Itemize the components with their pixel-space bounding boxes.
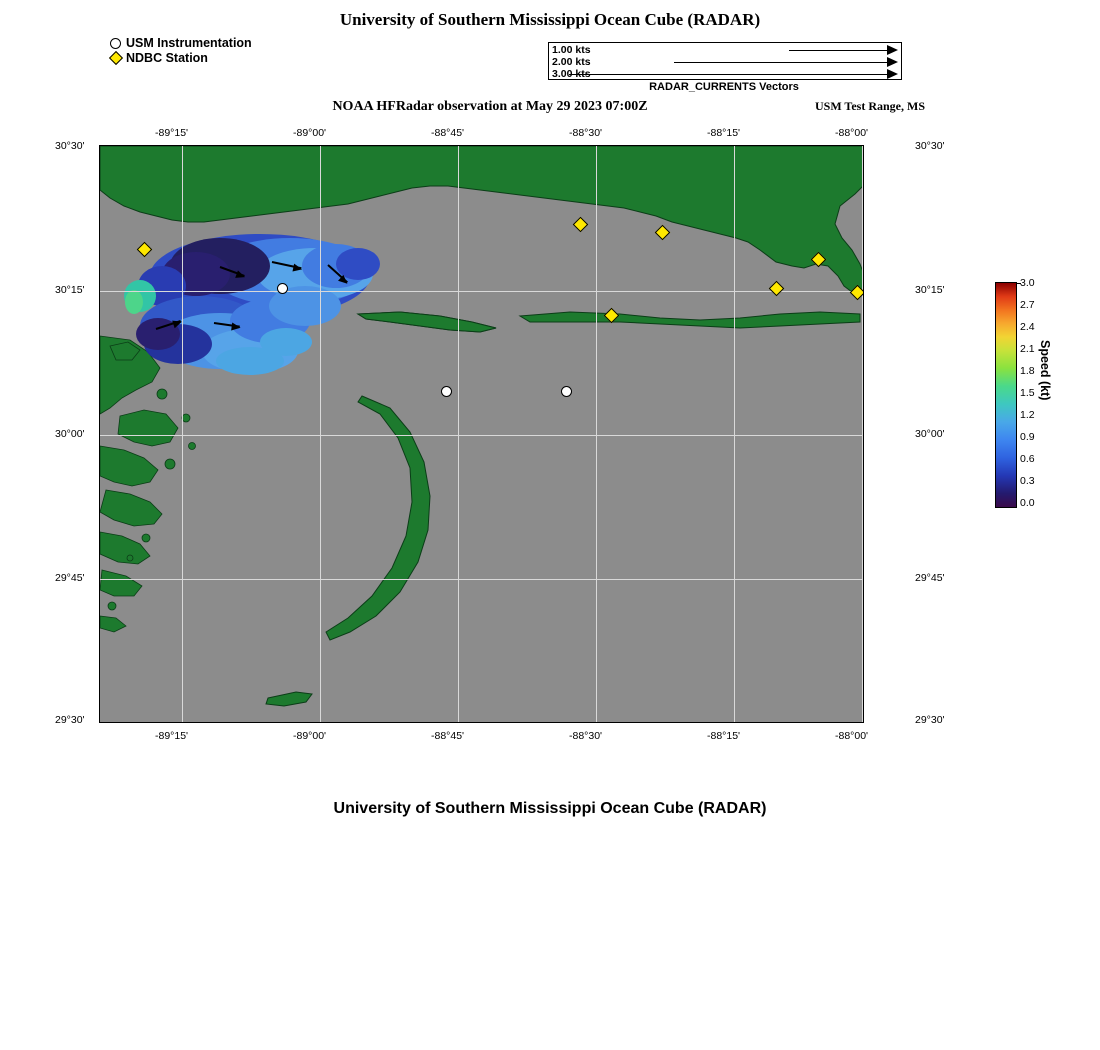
grid-line-horizontal xyxy=(100,579,863,580)
colorbar-tick-label: 1.5 xyxy=(1020,387,1035,399)
footer-title: University of Southern Mississippi Ocean Cube (RADAR) xyxy=(333,800,767,817)
grid-line-vertical xyxy=(458,146,459,722)
map-range-label: USM Test Range, MS xyxy=(814,99,925,113)
colorbar-title: Speed (kt) xyxy=(1038,340,1052,401)
grid-line-vertical xyxy=(734,146,735,722)
vector-key-label-1: 1.00 kts xyxy=(552,44,591,56)
vector-key-label-2: 2.00 kts xyxy=(552,56,591,68)
y-tick-left: 29°45' xyxy=(55,572,85,584)
y-tick-right: 29°30' xyxy=(915,714,945,726)
vector-key-row xyxy=(549,56,901,68)
ndbc-station-icon xyxy=(811,252,827,268)
ndbc-station-icon xyxy=(850,285,864,301)
usm-instrumentation-icon xyxy=(110,38,121,49)
usm-instrumentation-icon xyxy=(561,386,572,397)
ndbc-station-marker[interactable] xyxy=(606,310,617,321)
vector-key-row xyxy=(549,68,901,80)
ndbc-station-icon xyxy=(109,51,123,65)
x-tick-top: -88°00' xyxy=(835,127,869,139)
ndbc-station-icon xyxy=(604,308,620,324)
usm-instrumentation-marker[interactable] xyxy=(561,386,572,397)
vector-key-line-2 xyxy=(674,62,889,63)
usm-instrumentation-icon xyxy=(277,283,288,294)
vector-key-caption: RADAR_CURRENTS Vectors xyxy=(649,81,799,93)
grid-line-vertical xyxy=(862,146,863,722)
ndbc-station-icon xyxy=(769,281,785,297)
ndbc-station-marker[interactable] xyxy=(575,219,586,230)
land-polygons xyxy=(100,146,863,706)
y-tick-right: 29°45' xyxy=(915,572,945,584)
x-tick-bottom: -88°30' xyxy=(569,730,603,742)
ndbc-station-marker[interactable] xyxy=(771,283,782,294)
speed-colorbar xyxy=(995,282,1017,508)
colorbar-tick-label: 1.8 xyxy=(1020,365,1035,377)
vector-key-arrow-2 xyxy=(887,57,898,67)
colorbar-tick-label: 3.0 xyxy=(1020,277,1035,289)
x-tick-bottom: -89°15' xyxy=(155,730,189,742)
y-tick-left: 29°30' xyxy=(55,714,85,726)
y-tick-right: 30°15' xyxy=(915,284,945,296)
x-tick-bottom: -88°15' xyxy=(707,730,741,742)
y-tick-left: 30°00' xyxy=(55,428,85,440)
legend-item-ndbc xyxy=(110,51,252,65)
colorbar-tick-label: 0.0 xyxy=(1020,497,1035,509)
vector-key-arrow-1 xyxy=(887,45,898,55)
map-subtitle: NOAA HFRadar observation at May 29 2023 07:00Z xyxy=(332,99,648,114)
x-tick-top: -89°00' xyxy=(293,127,327,139)
legend-label-ndbc: NDBC Station xyxy=(126,51,208,65)
radar-current-field xyxy=(124,234,380,375)
colorbar-tick-label: 0.3 xyxy=(1020,475,1035,487)
vector-key-line-3 xyxy=(569,74,889,75)
grid-line-vertical xyxy=(596,146,597,722)
ndbc-station-marker[interactable] xyxy=(657,227,668,238)
usm-instrumentation-marker[interactable] xyxy=(277,283,288,294)
y-tick-left: 30°15' xyxy=(55,284,85,296)
x-tick-bottom: -88°45' xyxy=(431,730,465,742)
ndbc-station-marker[interactable] xyxy=(813,254,824,265)
map-canvas[interactable] xyxy=(99,145,864,723)
vector-key-row xyxy=(549,44,901,56)
x-tick-top: -88°30' xyxy=(569,127,603,139)
y-tick-left: 30°30' xyxy=(55,140,85,152)
map-legend xyxy=(110,36,252,66)
x-tick-top: -88°45' xyxy=(431,127,465,139)
ndbc-station-icon xyxy=(137,242,153,258)
colorbar-tick-label: 0.9 xyxy=(1020,431,1035,443)
colorbar-tick-label: 2.7 xyxy=(1020,299,1035,311)
grid-line-horizontal xyxy=(100,291,863,292)
map-graphics xyxy=(100,146,863,722)
grid-line-horizontal xyxy=(100,435,863,436)
ndbc-station-marker[interactable] xyxy=(852,287,863,298)
ndbc-station-marker[interactable] xyxy=(139,244,150,255)
vector-key-line-1 xyxy=(789,50,889,51)
legend-label-usm: USM Instrumentation xyxy=(126,36,252,50)
colorbar-tick-label: 0.6 xyxy=(1020,453,1035,465)
ndbc-station-icon xyxy=(655,225,671,241)
usm-instrumentation-icon xyxy=(441,386,452,397)
legend-item-usm xyxy=(110,36,252,50)
x-tick-top: -88°15' xyxy=(707,127,741,139)
colorbar-tick-label: 2.1 xyxy=(1020,343,1035,355)
colorbar-tick-label: 2.4 xyxy=(1020,321,1035,333)
grid-line-vertical xyxy=(320,146,321,722)
usm-instrumentation-marker[interactable] xyxy=(441,386,452,397)
colorbar-tick-label: 1.2 xyxy=(1020,409,1035,421)
x-tick-top: -89°15' xyxy=(155,127,189,139)
vector-key-label-3: 3.00 kts xyxy=(552,68,591,80)
x-tick-bottom: -88°00' xyxy=(835,730,869,742)
page-title: University of Southern Mississippi Ocean Cube (RADAR) xyxy=(339,10,761,29)
grid-line-vertical xyxy=(182,146,183,722)
vector-scale-key xyxy=(548,42,902,80)
y-tick-right: 30°30' xyxy=(915,140,945,152)
y-tick-right: 30°00' xyxy=(915,428,945,440)
x-tick-bottom: -89°00' xyxy=(293,730,327,742)
vector-key-arrow-3 xyxy=(887,69,898,79)
ndbc-station-icon xyxy=(573,217,589,233)
